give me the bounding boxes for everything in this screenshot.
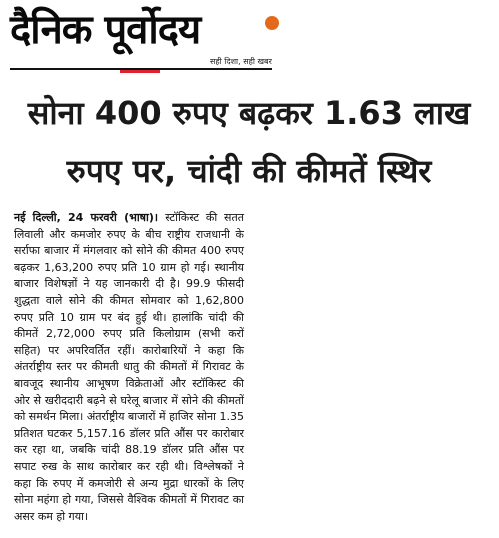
article-text: स्टॉकिस्ट की सतत लिवाली और कमजोर रुपए के बीच राष्ट्रीय राजधानी के सर्राफा बाजार में मंगलवार को सोने की कीमत 400 रुपए बढ़कर 1,63,200 रुपए प्रति 10 ग्राम हो गई। स्थानीय बाजार विशेषज्ञों ने यह जानकारी दी है। 99.9 फीसदी शुद्धता वाले सोने की कीमत सोमवार को 1,62,800 रुपए प्रति 10 ग्राम पर बंद हुई थी। हालांकि चांदी की कीमतें 2,72,000 रुपए प्रति किलोग्राम (सभी करों सहित) पर अपरिवर्तित रहीं। कारोबारियों ने कहा कि अंतर्राष्ट्रीय स्तर पर कीमती धातु की कीमतों में गिरावट के बावजूद स्थानीय आभूषण विक्रेताओं और स्टॉकिस्ट की ओर से खरीददारी बढ़ने से घरेलू बाजार में सोने की कीमतों को समर्थन मिला। अंतर्राष्ट्रीय बाजारों में हाजिर सोना 1.35 प्रतिशत घटकर 5,157.16 डॉलर प्रति औंस पर कारोबार कर रहा था, जबकि चांदी 88.19 डॉलर प्रति औंस पर सपाट रुख के साथ कारोबार कर रही थी। विश्लेषकों ने कहा कि रुपए में कमजोरी से अन्य मुद्रा धारकों के लिए सोना महंगा हो गया, जिससे वैश्विक कीमतों में गिरावट का असर कम हो गया। [14, 211, 245, 523]
article-dateline: नई दिल्ली, 24 फरवरी (भाषा)। [14, 211, 166, 224]
newspaper-logo: दैनिक पूर्वोदय [10, 7, 201, 53]
masthead-accent-line [120, 70, 160, 73]
logo-dot-icon [265, 16, 279, 30]
article-headline: सोना 400 रुपए बढ़कर 1.63 लाख रुपए पर, चांदी की कीमतें स्थिर [27, 94, 471, 190]
article-body [14, 210, 484, 532]
newspaper-masthead [10, 6, 275, 70]
newspaper-tagline: सही दिशा, सही खबर [210, 57, 272, 66]
